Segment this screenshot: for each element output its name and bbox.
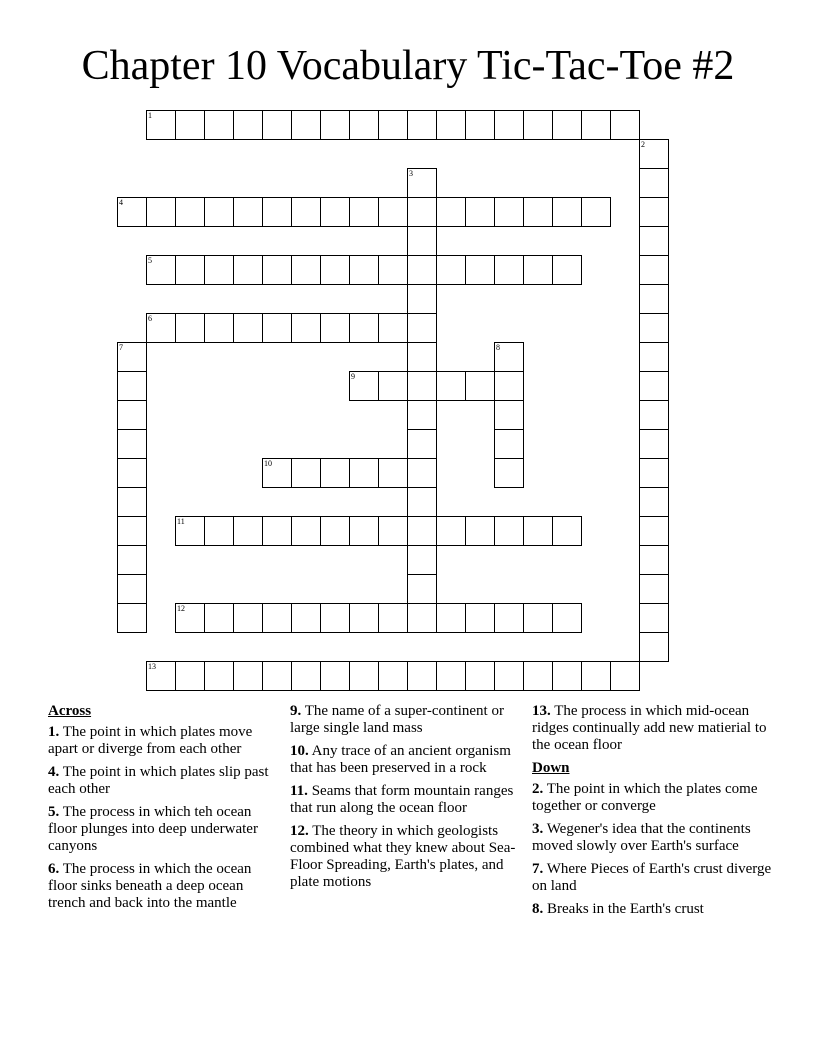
grid-cell[interactable]: [117, 400, 147, 430]
grid-cell[interactable]: [639, 400, 669, 430]
cell-number: 4: [119, 198, 123, 207]
grid-cell[interactable]: [407, 226, 437, 256]
grid-cell[interactable]: [291, 110, 321, 140]
clue-text: Wegener's idea that the continents moved slowly over Earth's surface: [532, 821, 751, 854]
clue-number: 12.: [290, 823, 309, 839]
grid-cell[interactable]: [552, 661, 582, 691]
grid-cell[interactable]: [523, 661, 553, 691]
grid-cell[interactable]: [494, 429, 524, 459]
grid-cell[interactable]: [407, 168, 437, 198]
grid-cell[interactable]: [117, 197, 147, 227]
grid-cell[interactable]: [465, 603, 495, 633]
grid-cell[interactable]: [494, 255, 524, 285]
grid-cell[interactable]: [117, 342, 147, 372]
clue-down-2: [532, 781, 772, 815]
clue-across-1: [48, 724, 280, 758]
clue-text: Breaks in the Earth's crust: [543, 901, 704, 917]
grid-cell[interactable]: [436, 661, 466, 691]
grid-cell[interactable]: [639, 284, 669, 314]
grid-cell[interactable]: [610, 661, 640, 691]
grid-cell[interactable]: [407, 661, 437, 691]
grid-cell[interactable]: [146, 661, 176, 691]
cell-number: 13: [148, 662, 156, 671]
grid-cell[interactable]: [407, 516, 437, 546]
grid-cell[interactable]: [117, 458, 147, 488]
cell-number: 7: [119, 343, 123, 352]
grid-cell[interactable]: [378, 110, 408, 140]
grid-cell[interactable]: [262, 458, 292, 488]
clue-across-4: [48, 764, 280, 798]
grid-cell[interactable]: [494, 516, 524, 546]
grid-cell[interactable]: [552, 603, 582, 633]
cell-number: 6: [148, 314, 152, 323]
grid-cell[interactable]: [494, 197, 524, 227]
cell-number: 2: [641, 140, 645, 149]
clue-text: The name of a super-continent or large single land mass: [290, 703, 504, 736]
grid-cell[interactable]: [233, 255, 263, 285]
clue-down-7: [532, 861, 772, 895]
clue-text: Any trace of an ancient organism that has been preserved in a rock: [290, 743, 511, 776]
clue-text: The process in which mid-ocean ridges continually add new matierial to the ocean floor: [532, 703, 767, 753]
grid-cell[interactable]: [523, 110, 553, 140]
grid-cell[interactable]: [407, 255, 437, 285]
grid-cell[interactable]: [407, 574, 437, 604]
grid-cell[interactable]: [378, 603, 408, 633]
grid-cell[interactable]: [639, 487, 669, 517]
grid-cell[interactable]: [436, 603, 466, 633]
grid-cell[interactable]: [639, 603, 669, 633]
clues-column-3: [532, 703, 772, 924]
grid-cell[interactable]: [233, 516, 263, 546]
grid-cell[interactable]: [581, 110, 611, 140]
grid-cell[interactable]: [204, 110, 234, 140]
grid-cell[interactable]: [117, 429, 147, 459]
grid-cell[interactable]: [291, 516, 321, 546]
clue-text: The point in which plates move apart or diverge from each other: [48, 724, 253, 757]
grid-cell[interactable]: [494, 400, 524, 430]
clues-column-2: [290, 703, 528, 897]
grid-cell[interactable]: [378, 458, 408, 488]
clue-down-8: [532, 901, 772, 918]
clue-text: The theory in which geologists combined what they knew about Sea-Floor Spreading, Earth's plates, and plate motions: [290, 823, 516, 890]
grid-cell[interactable]: [407, 197, 437, 227]
grid-cell[interactable]: [204, 516, 234, 546]
grid-cell[interactable]: [349, 458, 379, 488]
grid-cell[interactable]: [204, 603, 234, 633]
grid-cell[interactable]: [204, 313, 234, 343]
grid-cell[interactable]: [436, 197, 466, 227]
grid-cell[interactable]: [320, 603, 350, 633]
grid-cell[interactable]: [465, 661, 495, 691]
grid-cell[interactable]: [581, 197, 611, 227]
grid-cell[interactable]: [233, 661, 263, 691]
cell-number: 11: [177, 517, 185, 526]
grid-cell[interactable]: [320, 197, 350, 227]
grid-cell[interactable]: [233, 603, 263, 633]
grid-cell[interactable]: [262, 255, 292, 285]
grid-cell[interactable]: [291, 197, 321, 227]
grid-cell[interactable]: [175, 197, 205, 227]
clue-across-5: [48, 804, 280, 855]
grid-cell[interactable]: [146, 313, 176, 343]
grid-cell[interactable]: [175, 516, 205, 546]
grid-cell[interactable]: [639, 197, 669, 227]
grid-cell[interactable]: [262, 197, 292, 227]
clue-number: 9.: [290, 703, 302, 719]
grid-cell[interactable]: [146, 197, 176, 227]
grid-cell[interactable]: [407, 400, 437, 430]
grid-cell[interactable]: [523, 603, 553, 633]
grid-cell[interactable]: [262, 313, 292, 343]
clue-across-10: [290, 743, 528, 777]
grid-cell[interactable]: [407, 487, 437, 517]
grid-cell[interactable]: [436, 371, 466, 401]
grid-cell[interactable]: [349, 603, 379, 633]
grid-cell[interactable]: [436, 255, 466, 285]
grid-cell[interactable]: [639, 226, 669, 256]
clue-number: 1.: [48, 724, 60, 740]
cell-number: 8: [496, 343, 500, 352]
across-heading: Across: [48, 703, 92, 719]
cell-number: 5: [148, 256, 152, 265]
grid-cell[interactable]: [291, 458, 321, 488]
grid-cell[interactable]: [465, 371, 495, 401]
clues-column-1: [48, 703, 280, 918]
grid-cell[interactable]: [552, 516, 582, 546]
grid-cell[interactable]: [639, 342, 669, 372]
clue-across-6: [48, 861, 280, 912]
clue-across-11: [290, 783, 528, 817]
grid-cell[interactable]: [262, 603, 292, 633]
grid-cell[interactable]: [639, 632, 669, 662]
grid-cell[interactable]: [175, 313, 205, 343]
grid-cell[interactable]: [349, 110, 379, 140]
grid-cell[interactable]: [494, 458, 524, 488]
grid-cell[interactable]: [349, 255, 379, 285]
grid-cell[interactable]: [291, 603, 321, 633]
grid-cell[interactable]: [436, 516, 466, 546]
grid-cell[interactable]: [407, 603, 437, 633]
grid-cell[interactable]: [407, 313, 437, 343]
clue-across-12: [290, 823, 528, 891]
grid-cell[interactable]: [233, 110, 263, 140]
clue-number: 13.: [532, 703, 551, 719]
clue-text: The process in which teh ocean floor plunges into deep underwater canyons: [48, 804, 258, 854]
grid-cell[interactable]: [494, 603, 524, 633]
grid-cell[interactable]: [262, 516, 292, 546]
grid-cell[interactable]: [291, 255, 321, 285]
grid-cell[interactable]: [291, 313, 321, 343]
grid-cell[interactable]: [262, 110, 292, 140]
grid-cell[interactable]: [494, 371, 524, 401]
clue-down-3: [532, 821, 772, 855]
grid-cell[interactable]: [378, 313, 408, 343]
grid-cell[interactable]: [117, 487, 147, 517]
down-heading: Down: [532, 760, 570, 776]
grid-cell[interactable]: [320, 255, 350, 285]
grid-cell[interactable]: [465, 110, 495, 140]
grid-cell[interactable]: [378, 371, 408, 401]
clue-number: 6.: [48, 861, 60, 877]
grid-cell[interactable]: [407, 458, 437, 488]
cell-number: 12: [177, 604, 185, 613]
clue-text: The point in which plates slip past each other: [48, 764, 269, 797]
clue-number: 11.: [290, 783, 308, 799]
clue-number: 2.: [532, 781, 544, 797]
grid-cell[interactable]: [117, 603, 147, 633]
grid-cell[interactable]: [175, 661, 205, 691]
grid-cell[interactable]: [407, 342, 437, 372]
grid-cell[interactable]: [407, 545, 437, 575]
clue-number: 4.: [48, 764, 60, 780]
grid-cell[interactable]: [639, 429, 669, 459]
grid-cell[interactable]: [523, 197, 553, 227]
grid-cell[interactable]: [320, 516, 350, 546]
clue-text: The process in which the ocean floor sinks beneath a deep ocean trench and back into the mantle: [48, 861, 252, 911]
grid-cell[interactable]: [204, 661, 234, 691]
cell-number: 10: [264, 459, 272, 468]
grid-cell[interactable]: [117, 371, 147, 401]
grid-cell[interactable]: [175, 255, 205, 285]
grid-cell[interactable]: [639, 139, 669, 169]
cell-number: 9: [351, 372, 355, 381]
grid-cell[interactable]: [407, 110, 437, 140]
grid-cell[interactable]: [639, 313, 669, 343]
grid-cell[interactable]: [436, 110, 466, 140]
grid-cell[interactable]: [639, 371, 669, 401]
grid-cell[interactable]: [349, 516, 379, 546]
grid-cell[interactable]: [349, 661, 379, 691]
grid-cell[interactable]: [407, 371, 437, 401]
grid-cell[interactable]: [117, 545, 147, 575]
grid-cell[interactable]: [407, 284, 437, 314]
grid-cell[interactable]: [552, 197, 582, 227]
grid-cell[interactable]: [639, 545, 669, 575]
grid-cell[interactable]: [349, 371, 379, 401]
grid-cell[interactable]: [465, 516, 495, 546]
grid-cell[interactable]: [262, 661, 292, 691]
grid-cell[interactable]: [639, 574, 669, 604]
grid-cell[interactable]: [204, 197, 234, 227]
clue-number: 8.: [532, 901, 544, 917]
grid-cell[interactable]: [494, 342, 524, 372]
grid-cell[interactable]: [320, 110, 350, 140]
grid-cell[interactable]: [320, 313, 350, 343]
grid-cell[interactable]: [407, 429, 437, 459]
grid-cell[interactable]: [465, 197, 495, 227]
clue-across-9: [290, 703, 528, 737]
clue-number: 5.: [48, 804, 60, 820]
grid-cell[interactable]: [610, 110, 640, 140]
clue-number: 10.: [290, 743, 309, 759]
clue-text: The point in which the plates come together or converge: [532, 781, 758, 814]
grid-cell[interactable]: [378, 197, 408, 227]
clue-number: 7.: [532, 861, 544, 877]
grid-cell[interactable]: [552, 110, 582, 140]
grid-cell[interactable]: [349, 313, 379, 343]
grid-cell[interactable]: [233, 313, 263, 343]
grid-cell[interactable]: [494, 110, 524, 140]
grid-cell[interactable]: [378, 255, 408, 285]
grid-cell[interactable]: [117, 574, 147, 604]
grid-cell[interactable]: [320, 458, 350, 488]
grid-cell[interactable]: [639, 255, 669, 285]
cell-number: 3: [409, 169, 413, 178]
grid-cell[interactable]: [639, 516, 669, 546]
grid-cell[interactable]: [175, 603, 205, 633]
grid-cell[interactable]: [146, 110, 176, 140]
grid-cell[interactable]: [523, 516, 553, 546]
clue-across-13: [532, 703, 772, 754]
grid-cell[interactable]: [117, 516, 147, 546]
grid-cell[interactable]: [349, 197, 379, 227]
grid-cell[interactable]: [581, 661, 611, 691]
grid-cell[interactable]: [523, 255, 553, 285]
grid-cell[interactable]: [233, 197, 263, 227]
grid-cell[interactable]: [639, 168, 669, 198]
clue-number: 3.: [532, 821, 544, 837]
grid-cell[interactable]: [378, 516, 408, 546]
grid-cell[interactable]: [465, 255, 495, 285]
grid-cell[interactable]: [320, 661, 350, 691]
grid-cell[interactable]: [552, 255, 582, 285]
grid-cell[interactable]: [146, 255, 176, 285]
cell-number: 1: [148, 111, 152, 120]
grid-cell[interactable]: [175, 110, 205, 140]
grid-cell[interactable]: [639, 458, 669, 488]
grid-cell[interactable]: [291, 661, 321, 691]
clue-text: Seams that form mountain ranges that run along the ocean floor: [290, 783, 514, 816]
grid-cell[interactable]: [378, 661, 408, 691]
clue-text: Where Pieces of Earth's crust diverge on land: [532, 861, 772, 894]
grid-cell[interactable]: [494, 661, 524, 691]
grid-cell[interactable]: [204, 255, 234, 285]
page-title: Chapter 10 Vocabulary Tic-Tac-Toe #2: [81, 43, 735, 89]
